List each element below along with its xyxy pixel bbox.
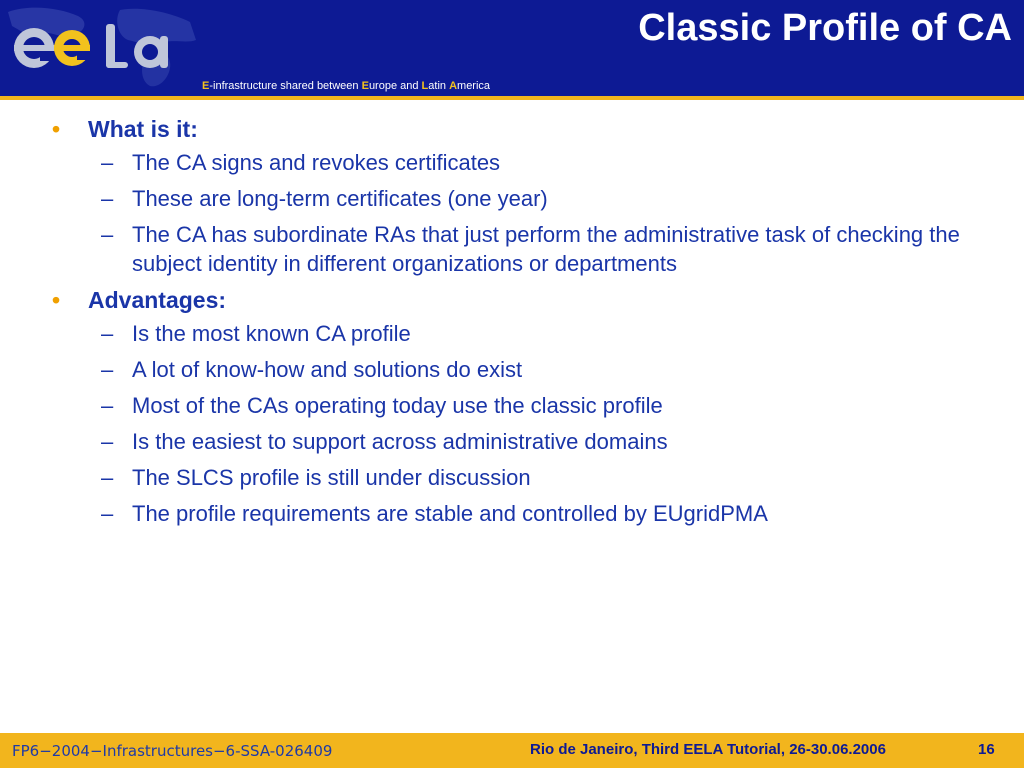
sub-bullet-text: Most of the CAs operating today use the classic profile [132, 393, 663, 418]
section-heading: Advantages: [88, 287, 227, 313]
sub-bullet-text: Is the most known CA profile [132, 321, 411, 346]
tagline [202, 80, 490, 92]
footer-band [0, 733, 1024, 768]
dash-icon: – [101, 501, 114, 526]
footer-project-id: FP6−2004−Infrastructures−6-SSA-026409 [12, 742, 333, 760]
sub-bullet-text: Is the easiest to support across administrative domains [132, 429, 668, 454]
footer-event: Rio de Janeiro, Third EELA Tutorial, 26-30.06.2006 [530, 741, 886, 758]
dash-icon: – [101, 393, 114, 418]
bullet-heading-advantages [50, 285, 990, 315]
sub-bullet-item [50, 463, 990, 492]
sub-bullet-item [50, 220, 990, 278]
dash-icon: – [101, 321, 114, 346]
sub-bullet-text: The CA has subordinate RAs that just perform the administrative task of checking the subject identity in different organizations or departments [132, 222, 960, 276]
section-heading: What is it: [88, 116, 198, 142]
tagline-t4: merica [457, 80, 491, 92]
bullet-heading-what-is-it [50, 114, 990, 144]
tagline-e1: E [202, 80, 210, 92]
slide-title: Classic Profile of CA [638, 7, 1012, 49]
sub-bullet-item [50, 148, 990, 177]
eela-logo-icon [0, 0, 200, 90]
sub-bullet-text: The SLCS profile is still under discussion [132, 465, 531, 490]
sub-bullet-item [50, 499, 990, 528]
tagline-t3: atin [428, 80, 450, 92]
tagline-t2: urope and [368, 80, 422, 92]
page-number: 16 [978, 741, 995, 758]
tagline-e4: A [449, 80, 458, 92]
tagline-t1: -infrastructure shared between [209, 80, 362, 92]
sub-bullet-text: These are long-term certificates (one year) [132, 186, 548, 211]
sub-bullet-item [50, 355, 990, 384]
sub-bullet-item [50, 184, 990, 213]
header-divider [0, 96, 1024, 100]
dash-icon: – [101, 222, 114, 247]
slide-content [50, 114, 990, 535]
header-band [0, 0, 1024, 96]
eela-logo-graphic [0, 0, 200, 90]
sub-bullet-text: A lot of know-how and solutions do exist [132, 357, 523, 382]
dash-icon: – [101, 186, 114, 211]
sub-bullet-item [50, 427, 990, 456]
dash-icon: – [101, 150, 114, 175]
sub-bullet-item [50, 319, 990, 348]
dash-icon: – [101, 429, 114, 454]
tagline-e2: E [361, 80, 369, 92]
dash-icon: – [101, 357, 114, 382]
sub-bullet-text: The profile requirements are stable and controlled by EUgridPMA [132, 501, 768, 526]
bullet-dot-icon: • [52, 116, 61, 142]
bullet-dot-icon: • [52, 287, 61, 313]
tagline-e3: L [421, 80, 429, 92]
dash-icon: – [101, 465, 114, 490]
sub-bullet-text: The CA signs and revokes certificates [132, 150, 501, 175]
sub-bullet-item [50, 391, 990, 420]
